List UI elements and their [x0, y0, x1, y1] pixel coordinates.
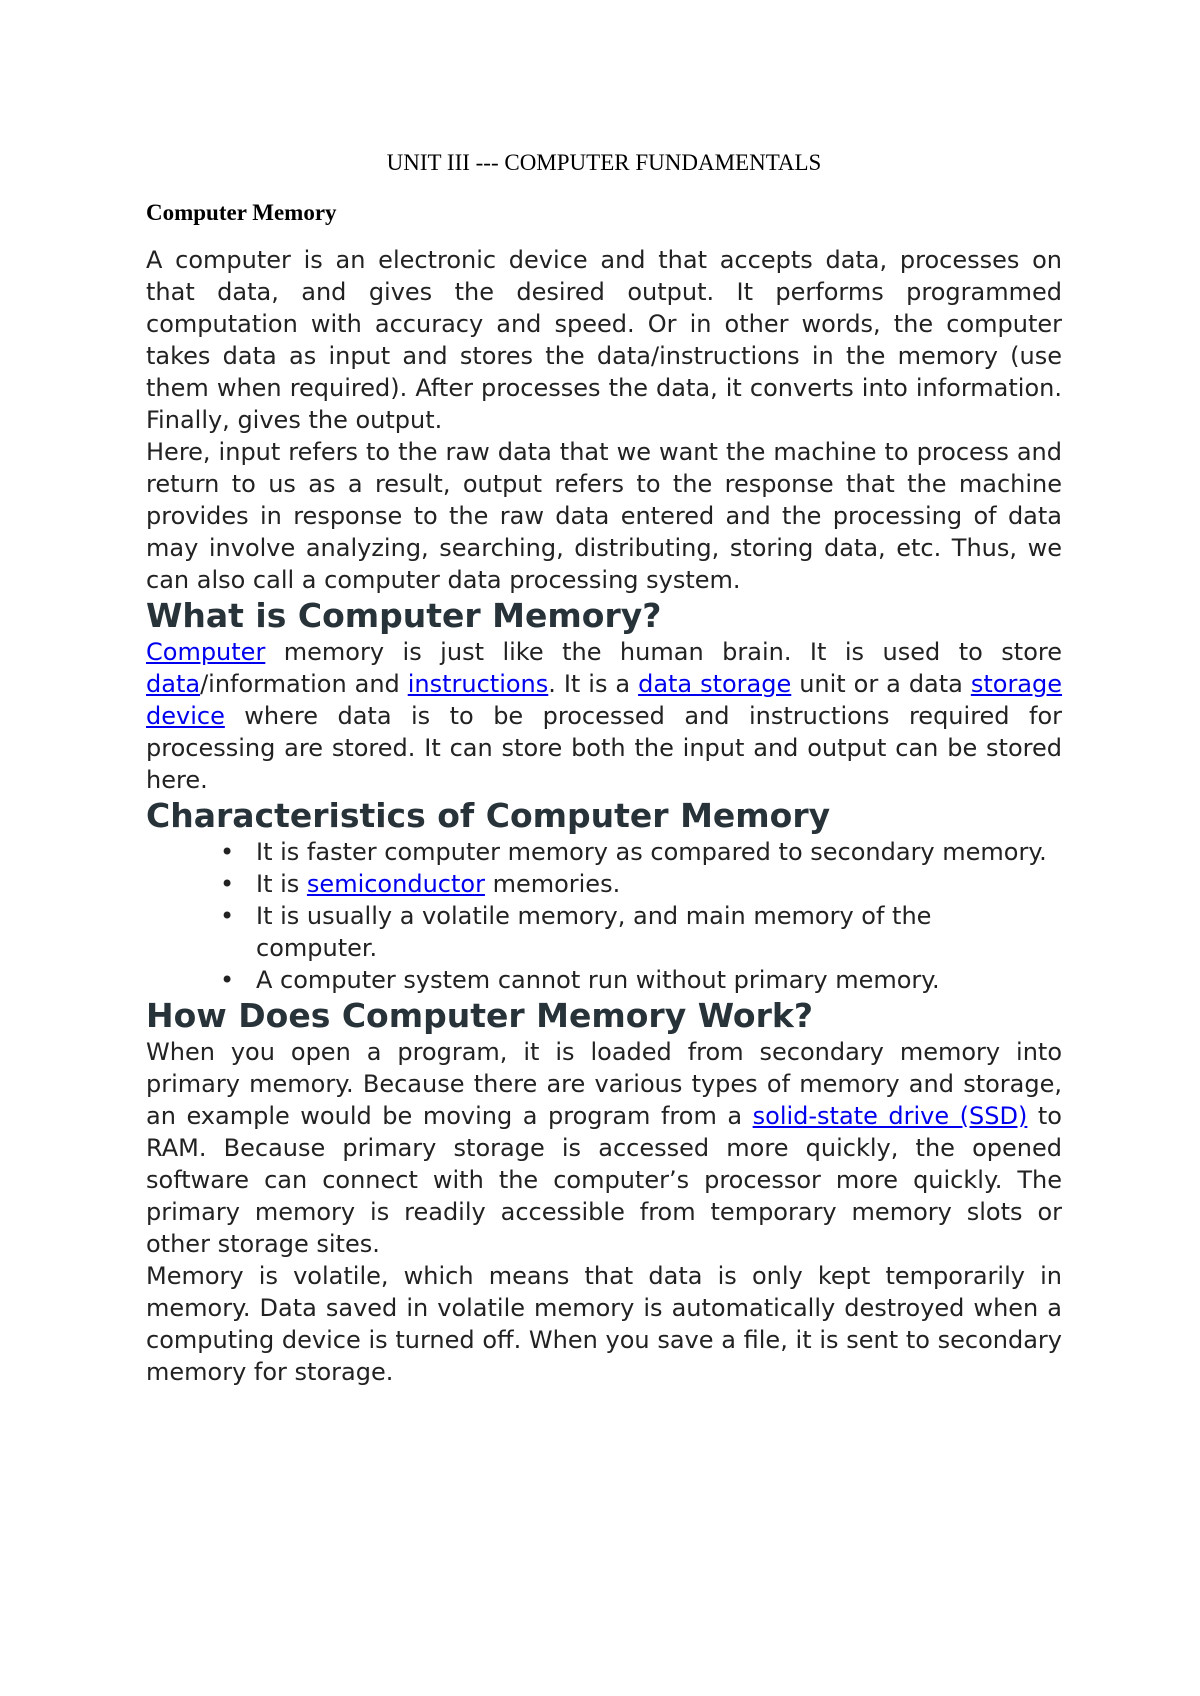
- link-data[interactable]: data: [146, 670, 201, 698]
- how-works-paragraph-1: [146, 1036, 1062, 1260]
- how-works-text-1: When you open a program, it is loaded from secondary memory into primary memory. Because there are various types of memory and storage, an example would be moving a program from a: [146, 1038, 1062, 1130]
- how-works-paragraph-2: Memory is volatile, which means that data is only kept temporarily in memory. Data saved in volatile memory is automatically destroyed when a computing device is turned off. When you save a file, it is sent to secondary memory for storage.: [146, 1262, 1062, 1386]
- list-item: • It is faster computer memory as compared to secondary memory.: [256, 836, 1062, 868]
- how-works-text-2: to RAM. Because primary storage is accessed more quickly, the opened software can connect with the computer’s processor more quickly. The primary memory is readily accessible from temporary memory slots or other storage sites.: [146, 1102, 1062, 1258]
- link-data-storage[interactable]: data storage: [638, 670, 792, 698]
- what-is-text-2: /information and: [200, 670, 408, 698]
- unit-title: UNIT III --- COMPUTER FUNDAMENTALS: [386, 150, 822, 175]
- link-storage-device[interactable]: storage device: [146, 670, 1063, 730]
- characteristics-heading: Characteristics of Computer Memory: [146, 796, 831, 835]
- section-title: Computer Memory: [146, 200, 337, 225]
- intro-paragraph-1: A computer is an electronic device and that accepts data, processes on that data, and gives the desired output. It performs programmed computation with accuracy and speed. Or in other words, the computer takes data as input and stores the data/instructions in the memory (use them when required). After processes the data, it converts into information. Finally, gives the output.: [146, 246, 1062, 434]
- what-is-text-5: where data is to be processed and instructions required for processing are stored. It can store both the input and output can be stored here.: [146, 702, 1062, 794]
- document-page: [146, 148, 1062, 1388]
- link-ssd[interactable]: solid-state drive (SSD): [752, 1102, 1028, 1130]
- link-instructions[interactable]: instructions: [407, 670, 549, 698]
- list-item: • It is usually a volatile memory, and main memory of the computer.: [256, 900, 1062, 964]
- how-works-heading: How Does Computer Memory Work?: [146, 996, 813, 1035]
- what-is-paragraph: [146, 636, 1062, 796]
- what-is-text-4: unit or a data: [791, 670, 971, 698]
- list-item: • A computer system cannot run without primary memory.: [256, 964, 1062, 996]
- intro-paragraph-2: Here, input refers to the raw data that we want the machine to process and return to us as a result, output refers to the response that the machine provides in response to the raw data entered and the processing of data may involve analyzing, searching, distributing, storing data, etc. Thus, we can also call a computer data processing system.: [146, 438, 1062, 594]
- link-semiconductor[interactable]: semiconductor: [306, 870, 485, 898]
- list-item-text: It is: [256, 870, 307, 898]
- what-is-text-3: . It is a: [548, 670, 639, 698]
- list-item-text: memories.: [484, 870, 621, 898]
- characteristics-list: [146, 836, 1062, 996]
- link-computer[interactable]: Computer: [146, 638, 266, 666]
- what-is-text-1: memory is just like the human brain. It is used to store: [265, 638, 1062, 666]
- what-is-heading: What is Computer Memory?: [146, 596, 662, 635]
- list-item: [256, 868, 1062, 900]
